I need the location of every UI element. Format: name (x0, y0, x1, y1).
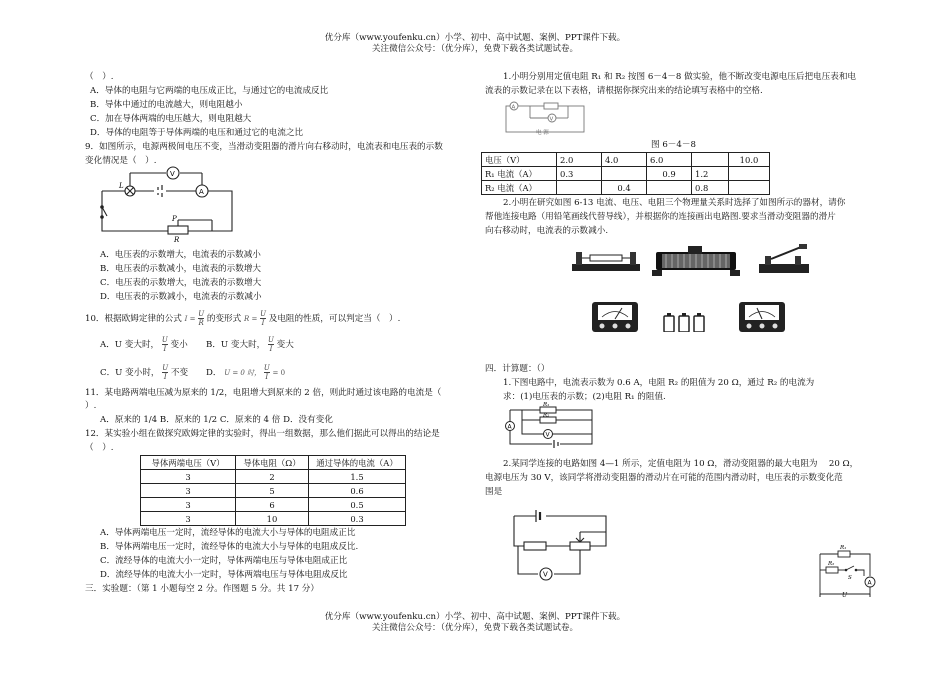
q8-option-d: D．导体的电阻等于导体两端的电压和通过它的电流之比 (90, 128, 304, 138)
exp2-line-3: 向右移动时，电流表的示数减小. (485, 226, 609, 236)
table-cell: 6.0 (647, 153, 692, 167)
q9-option-b: B．电压表的示数减小，电流表的示数增大 (100, 264, 262, 274)
table-cell: 0.9 (647, 167, 692, 181)
calc2-circuit-diagram (506, 504, 616, 584)
q12-option-b: B．导体两端电压一定时，流经导体的电流大小与导体的电阻成反比. (100, 542, 359, 552)
table-cell: 2.0 (557, 153, 602, 167)
table-row (141, 498, 406, 512)
exp1-line-1: 1.小明分别用定值电阻 R₁ 和 R₂ 按图 6－4－8 做实验，他不断改变电源电压后把电压表和电 (503, 72, 857, 82)
table-cell: 3 (141, 484, 236, 498)
exp1-data-table (481, 152, 770, 195)
table-cell (729, 167, 770, 181)
exp2-line-1: 2.小明在研究如图 6-13 电流、电压、电阻三个物理量关系时选择了如图所示的器材，请你 (503, 198, 846, 208)
table-row (141, 484, 406, 498)
exp1-line-2: 流表的示数记录在以下表格，请根据你探究出来的结论填写表格中的空格. (485, 86, 763, 96)
q12-option-a: A．导体两端电压一定时，流经导体的电流大小与导体的电阻成正比 (100, 528, 356, 538)
q12-data-table (140, 455, 406, 526)
q8-option-b: B．导体中通过的电流越大，则电阻越小 (90, 100, 243, 110)
q9-lamp-label: L (119, 182, 124, 190)
table-header: 导体电阻（Ω） (236, 456, 309, 470)
q9-option-a: A．电压表的示数增大，电流表的示数减小 (100, 250, 261, 260)
table-cell: 4.0 (602, 153, 647, 167)
q9-slider-label: P (172, 215, 177, 223)
table-row (141, 512, 406, 526)
ammeter-apparatus-image (590, 298, 640, 334)
table-cell: 5 (236, 484, 309, 498)
table-row-label: R₂ 电流（A） (482, 181, 557, 195)
q8-option-a: A．导体的电阻与它两端的电压成正比，与通过它的电流成反比 (90, 86, 329, 96)
calc2-line-3: 围是 (485, 487, 503, 497)
table-cell: 3 (141, 470, 236, 484)
q12-option-c: C．流经导体的电流大小一定时，导体两端电压与导体电阻成正比 (100, 556, 348, 566)
q9-option-d: D．电压表的示数减小，电流表的示数减小 (100, 292, 262, 302)
q12-stem-2: （ ）. (85, 443, 114, 453)
header-line-1: 优分库（www.youfenku.cn）小学、初中、高中试题、案例、PPT课件下载。 (324, 33, 626, 43)
calc3-r1-label: R₁ (840, 545, 847, 551)
table-cell: 0.8 (692, 181, 729, 195)
table-cell: 2 (236, 470, 309, 484)
table-cell: 0.3 (309, 512, 406, 526)
rheostat-apparatus-image (652, 244, 740, 278)
table-cell: 3 (141, 512, 236, 526)
q9-ammeter-label: A (199, 188, 204, 196)
calc1-line-1: 1.下图电路中，电流表示数为 0.6 A，电阻 R₂ 的阻值为 20 Ω，通过 R₂ 的电流为 (503, 378, 815, 388)
table-cell (729, 181, 770, 195)
table-row (482, 167, 770, 181)
q9-circuit-diagram (92, 163, 242, 243)
table-cell (647, 181, 692, 195)
q8-tail: （ ）. (85, 72, 114, 82)
exp1-voltmeter-label: V (549, 116, 554, 123)
calc1-ammeter-label: A (507, 423, 512, 431)
table-row (482, 153, 770, 167)
table-cell: 0.6 (309, 484, 406, 498)
table-cell (602, 167, 647, 181)
switch-apparatus-image (757, 244, 811, 276)
table-cell: 1.2 (692, 167, 729, 181)
q11-options: A．原来的 1/4 B．原来的 1/2 C．原来的 4 倍 D．没有变化 (100, 415, 333, 425)
table-cell: 0.5 (309, 498, 406, 512)
calc1-circuit-diagram (500, 402, 600, 450)
section-4-title: 四．计算题：（） (485, 364, 550, 374)
table-cell: 10.0 (729, 153, 770, 167)
q9-rheostat-label: R (174, 236, 180, 243)
calc2-line-1: 2.某同学连接的电路如图 4—1 所示，定值电阻为 10 Ω，滑动变阻器的最大电阻为 20 Ω， (503, 459, 859, 469)
table-row-label: 电压（V） (482, 153, 557, 167)
table-row (482, 181, 770, 195)
table-cell: 10 (236, 512, 309, 526)
calc2-voltmeter-label: V (543, 570, 548, 579)
q8-option-c: C．加在导体两端的电压越大，则电阻越大 (90, 114, 252, 124)
exp1-ammeter-label: A (511, 104, 516, 111)
q12-option-d: D．流经导体的电流大小一定时，导体两端电压与导体电阻成反比 (100, 570, 348, 580)
q10-stem: 10．根据欧姆定律的公式 I = $\frac{U}{R}$ 的变形式 R = $\frac{U}{I}$ 及电阻的性质，可以判定当（ ）. (85, 310, 401, 327)
calc3-voltage-label: U (842, 592, 848, 598)
table-header: 通过导体的电流（A） (309, 456, 406, 470)
table-row-label: R₁ 电流（A） (482, 167, 557, 181)
table-cell: 3 (141, 498, 236, 512)
calc1-r2-label: R₂ (543, 412, 550, 419)
q9-stem-2: 变化情况是（ ）. (85, 156, 157, 166)
q11-stem-2: ）. (85, 401, 97, 411)
q10-option-c: C．U 变小时， $\frac{U}{I}$ 不变 (100, 364, 189, 381)
table-cell: 6 (236, 498, 309, 512)
table-cell: 0.3 (557, 167, 602, 181)
calc1-voltmeter-label: V (545, 431, 550, 439)
q9-option-c: C．电压表的示数增大，电流表的示数增大 (100, 278, 262, 288)
q12-stem-1: 12．某实验小组在做探究欧姆定律的实验时，得出一组数据，那么他们据此可以得出的结论是 (85, 429, 440, 439)
voltmeter-apparatus-image (737, 298, 787, 334)
table-cell (557, 181, 602, 195)
battery-apparatus-image (662, 312, 708, 332)
table-cell (692, 153, 729, 167)
calc3-switch-label: S (848, 575, 852, 581)
calc3-circuit-diagram (812, 540, 878, 598)
table-header: 导体两端电压（V） (141, 456, 236, 470)
calc1-line-2: 求：(1)电压表的示数；(2)电阻 R₁ 的阻值. (503, 392, 666, 402)
q10-option-a: A．U 变大时， $\frac{U}{I}$ 变小 (100, 336, 188, 353)
calc3-ammeter-label: A (867, 579, 872, 587)
table-row (141, 470, 406, 484)
exp1-circuit-diagram (500, 100, 590, 136)
exp1-source-label: 电 源 (536, 130, 549, 136)
q10-option-d: D． U = 0 时， $\frac{U}{I}$ = 0 (206, 364, 286, 381)
calc1-r1-label: R₁ (543, 402, 550, 408)
resistor-apparatus-image (570, 244, 642, 274)
exp2-line-2: 帮他连接电路（用铅笔画线代替导线），并根据你的连接画出电路图.要求当滑动变阻器的滑片 (485, 212, 836, 222)
q11-stem-1: 11．某电路两端电压减为原来的 1/2，电阻增大到原来的 2 倍，则此时通过该电路的电流是（ (85, 388, 442, 398)
footer-line-1: 优分库（www.youfenku.cn）小学、初中、高中试题、案例、PPT课件下载。 (324, 612, 626, 622)
table-cell: 1.5 (309, 470, 406, 484)
exp1-figure-caption: 图 6－4－8 (651, 140, 696, 150)
table-cell: 0.4 (602, 181, 647, 195)
section-3-title: 三．实验题：（第 1 小题每空 2 分。作图题 5 分。共 17 分） (85, 584, 319, 594)
q10-option-b: B．U 变大时， $\frac{U}{I}$ 变大 (206, 336, 294, 353)
calc2-line-2: 电源电压为 30 V，该同学将滑动变阻器的滑动片在可能的范围内滑动时，电压表的示数变化范 (485, 473, 843, 483)
calc3-r2-label: R₂ (828, 561, 835, 567)
q9-stem-1: 9．如图所示，电源两极间电压不变，当滑动变阻器的滑片向右移动时，电流表和电压表的示数 (85, 142, 443, 152)
q9-voltmeter-label: V (170, 170, 175, 178)
footer-line-2: 关注微信公众号：（优分库），免费下载各类试题试卷。 (371, 623, 579, 633)
header-line-2: 关注微信公众号：（优分库），免费下载各类试题试卷。 (371, 44, 579, 54)
